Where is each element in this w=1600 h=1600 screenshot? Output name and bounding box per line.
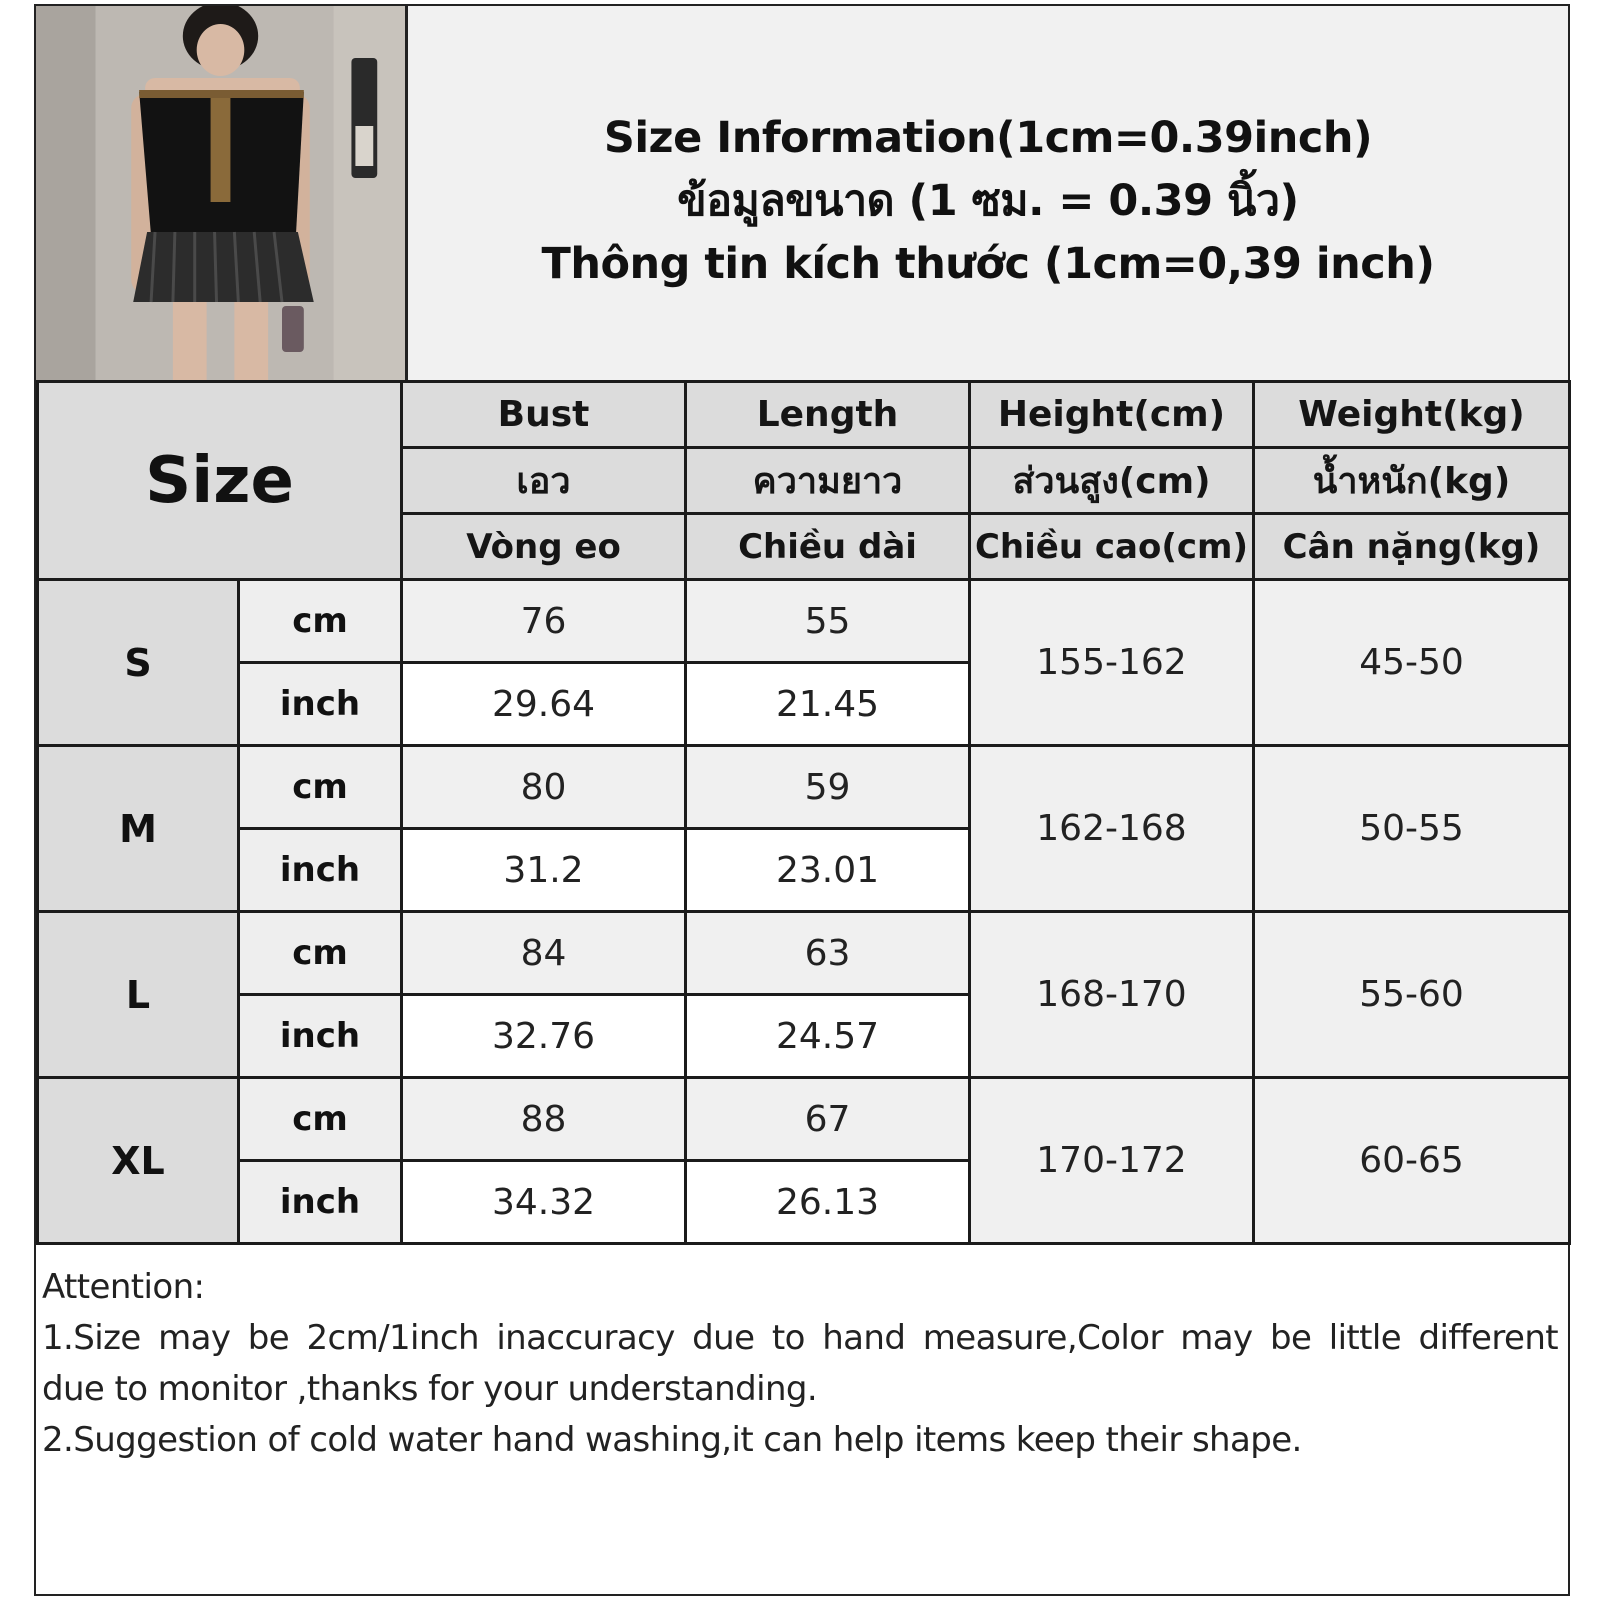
size-label: L bbox=[38, 912, 239, 1078]
bust-inch-value: 29.64 bbox=[402, 663, 686, 746]
table-row bbox=[38, 580, 1570, 663]
bust-cm-value: 88 bbox=[402, 1078, 686, 1161]
attention-note-1-line-2: due to monitor ,thanks for your understanding. bbox=[42, 1369, 818, 1409]
height-range: 170-172 bbox=[970, 1078, 1254, 1244]
size-header: Size bbox=[38, 382, 402, 580]
height-header-vi: Chiều cao(cm) bbox=[970, 514, 1254, 580]
length-header-th: ความยาว bbox=[686, 448, 970, 514]
height-header-th: ส่วนสูง(cm) bbox=[970, 448, 1254, 514]
height-range: 155-162 bbox=[970, 580, 1254, 746]
size-chart-sheet bbox=[34, 4, 1570, 1596]
table-row bbox=[38, 1078, 1570, 1161]
bust-inch-value: 32.76 bbox=[402, 995, 686, 1078]
length-inch-value: 26.13 bbox=[686, 1161, 970, 1244]
size-table bbox=[36, 380, 1571, 1245]
unit-cm: cm bbox=[239, 1078, 402, 1161]
attention-note-2: 2.Suggestion of cold water hand washing,it can help items keep their shape. bbox=[42, 1420, 1302, 1460]
unit-cm: cm bbox=[239, 912, 402, 995]
product-photo bbox=[36, 6, 408, 380]
size-label: M bbox=[38, 746, 239, 912]
weight-header-vi: Cân nặng(kg) bbox=[1254, 514, 1570, 580]
bust-cm-value: 76 bbox=[402, 580, 686, 663]
length-cm-value: 67 bbox=[686, 1078, 970, 1161]
bust-header-th: เอว bbox=[402, 448, 686, 514]
length-inch-value: 23.01 bbox=[686, 829, 970, 912]
unit-cm: cm bbox=[239, 580, 402, 663]
height-header-en: Height(cm) bbox=[970, 382, 1254, 448]
unit-inch: inch bbox=[239, 829, 402, 912]
height-range: 162-168 bbox=[970, 746, 1254, 912]
bust-inch-value: 31.2 bbox=[402, 829, 686, 912]
unit-inch: inch bbox=[239, 1161, 402, 1244]
length-cm-value: 59 bbox=[686, 746, 970, 829]
product-photo-image bbox=[36, 6, 405, 380]
weight-header-en: Weight(kg) bbox=[1254, 382, 1570, 448]
size-label: XL bbox=[38, 1078, 239, 1244]
bust-inch-value: 34.32 bbox=[402, 1161, 686, 1244]
height-range: 168-170 bbox=[970, 912, 1254, 1078]
bust-cm-value: 84 bbox=[402, 912, 686, 995]
title-vietnamese: Thông tin kích thước (1cm=0,39 inch) bbox=[541, 238, 1435, 289]
title-box bbox=[408, 6, 1568, 380]
bust-header-en: Bust bbox=[402, 382, 686, 448]
length-cm-value: 55 bbox=[686, 580, 970, 663]
weight-header-th: น้ำหนัก(kg) bbox=[1254, 448, 1570, 514]
length-cm-value: 63 bbox=[686, 912, 970, 995]
bust-cm-value: 80 bbox=[402, 746, 686, 829]
title-thai: ข้อมูลขนาด (1 ซม. = 0.39 นิ้ว) bbox=[677, 175, 1299, 226]
table-row bbox=[38, 746, 1570, 829]
size-label: S bbox=[38, 580, 239, 746]
unit-cm: cm bbox=[239, 746, 402, 829]
title-english: Size Information(1cm=0.39inch) bbox=[603, 112, 1373, 163]
weight-range: 45-50 bbox=[1254, 580, 1570, 746]
length-inch-value: 24.57 bbox=[686, 995, 970, 1078]
weight-range: 50-55 bbox=[1254, 746, 1570, 912]
weight-range: 60-65 bbox=[1254, 1078, 1570, 1244]
attention-notes bbox=[36, 1262, 1568, 1594]
length-inch-value: 21.45 bbox=[686, 663, 970, 746]
attention-note-1-line-1: 1.Size may be 2cm/1inch inaccuracy due to hand measure,Color may be little different bbox=[42, 1318, 1558, 1358]
bust-header-vi: Vòng eo bbox=[402, 514, 686, 580]
unit-inch: inch bbox=[239, 995, 402, 1078]
length-header-vi: Chiều dài bbox=[686, 514, 970, 580]
weight-range: 55-60 bbox=[1254, 912, 1570, 1078]
attention-heading: Attention: bbox=[42, 1267, 205, 1307]
length-header-en: Length bbox=[686, 382, 970, 448]
table-row bbox=[38, 912, 1570, 995]
unit-inch: inch bbox=[239, 663, 402, 746]
